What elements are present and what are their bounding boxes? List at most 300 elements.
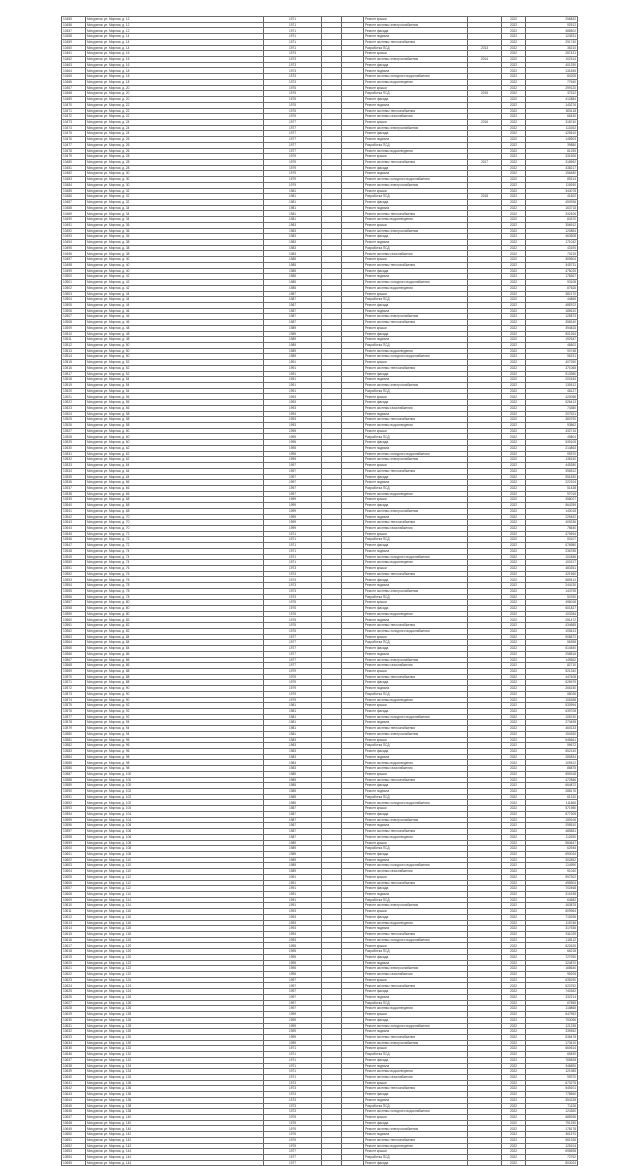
address-cell: Мичуринск ул. Мирная, д. 98 (86, 754, 264, 760)
row-id-cell: 10561 (62, 623, 86, 629)
work-type-cell: Ремонт крыши (364, 806, 468, 812)
work-type-cell: Ремонт фасада (364, 1120, 468, 1126)
cost-cell: 698598 (526, 1149, 578, 1155)
work-type-cell: Ремонт крыши (364, 874, 468, 880)
work-type-cell: Разработка ПСД (364, 342, 468, 348)
work-type-cell: Ремонт крыши (364, 85, 468, 91)
address-cell: Мичуринск ул. Мирная, д. 138 (86, 1103, 264, 1109)
plan-year-cell: 2022 (502, 1149, 526, 1155)
year-built-cell: 1975 (264, 623, 322, 629)
row-id-cell: 10576 (62, 708, 86, 714)
row-id-cell: 10481 (62, 165, 86, 171)
cost-cell: 561926 (526, 1137, 578, 1143)
address-cell: Мичуринск ул. Мирная, д. 118 (86, 937, 264, 943)
work-type-cell: Ремонт системы электроснабжения (364, 903, 468, 909)
work-type-cell: Ремонт фасада (364, 400, 468, 406)
plan-year-cell: 2022 (502, 268, 526, 274)
cost-cell: 533994 (526, 703, 578, 709)
address-cell: Мичуринск ул. Мирная, д. 96 (86, 743, 264, 749)
cost-cell: 488702 (526, 302, 578, 308)
cost-cell: 154330 (526, 731, 578, 737)
address-cell: Мичуринск ул. Мирная, д. 60 (86, 428, 264, 434)
address-cell: Мичуринск ул. Мирная, д. 122 (86, 972, 264, 978)
work-type-cell: Ремонт подвала (364, 651, 468, 657)
cost-cell: 383790 (526, 417, 578, 423)
plan-year-cell: 2022 (502, 423, 526, 429)
row-id-cell: 10596 (62, 823, 86, 829)
year-built-cell: 1989 (264, 337, 322, 343)
year-built-cell: 1973 (264, 62, 322, 68)
address-cell: Мичуринск ул. Мирная, д. 82 (86, 623, 264, 629)
plan-year-cell: 2022 (502, 977, 526, 983)
address-cell: Мичуринск ул. Мирная, д. 114 (86, 897, 264, 903)
cost-cell: 753096 (526, 1017, 578, 1023)
cost-cell: 421960 (526, 571, 578, 577)
plan-year-cell: 2022 (502, 663, 526, 669)
work-type-cell: Ремонт системы газоснабжения (364, 405, 468, 411)
work-type-cell: Разработка ПСД (364, 743, 468, 749)
year-built-cell: 1991 (264, 886, 322, 892)
year-built-cell: 1987 (264, 291, 322, 297)
work-type-cell: Ремонт подвала (364, 891, 468, 897)
work-type-cell: Ремонт крыши (364, 497, 468, 503)
plan-year-cell: 2022 (502, 949, 526, 955)
address-cell: Мичуринск ул. Мирная, д. 48 (86, 337, 264, 343)
work-type-cell: Ремонт системы теплоснабжения (364, 623, 468, 629)
plan-year-cell: 2022 (502, 920, 526, 926)
work-type-cell: Разработка ПСД (364, 434, 468, 440)
row-id-cell: 10508 (62, 320, 86, 326)
cost-cell: 244130 (526, 583, 578, 589)
year-built-cell: 1995 (264, 457, 322, 463)
row-id-cell: 10540 (62, 503, 86, 509)
year-built-cell: 1999 (264, 1023, 322, 1029)
work-type-cell: Ремонт системы теплоснабжения (364, 932, 468, 938)
year-built-cell: 1979 (264, 154, 322, 160)
plan-year-cell: 2022 (502, 514, 526, 520)
work-type-cell: Ремонт фасада (364, 200, 468, 206)
cost-cell: 690034 (526, 851, 578, 857)
row-id-cell: 10499 (62, 268, 86, 274)
work-type-cell: Ремонт фасада (364, 989, 468, 995)
year-built-cell: 1973 (264, 1109, 322, 1115)
cost-cell: 111865 (526, 800, 578, 806)
plan-year-cell: 2022 (502, 1029, 526, 1035)
plan-year-cell: 2022 (502, 714, 526, 720)
plan-year-cell: 2022 (502, 371, 526, 377)
row-id-cell: 10566 (62, 651, 86, 657)
cost-cell: 163875 (526, 903, 578, 909)
year-built-cell: 1997 (264, 1006, 322, 1012)
year-built-cell: 1975 (264, 102, 322, 108)
address-cell: Мичуринск ул. Мирная, д. 130 (86, 1034, 264, 1040)
cost-cell: 647952 (526, 1012, 578, 1018)
plan-year-cell: 2022 (502, 17, 526, 23)
row-id-cell: 10632 (62, 1029, 86, 1035)
cost-cell: 81255 (526, 148, 578, 154)
plan-year-cell: 2022 (502, 966, 526, 972)
plan-year-cell: 2022 (502, 743, 526, 749)
cost-cell: 82710 (526, 663, 578, 669)
address-cell: Мичуринск ул. Мирная, д. 30 (86, 177, 264, 183)
cost-cell: 124531 (526, 34, 578, 40)
row-id-cell: 10574 (62, 697, 86, 703)
address-cell: Мичуринск ул. Мирная, д. 40 (86, 257, 264, 263)
row-id-cell: 10651 (62, 1137, 86, 1143)
address-cell: Мичуринск ул. Мирная, д. 58 (86, 411, 264, 417)
year-built-cell: 1983 (264, 245, 322, 251)
row-id-cell: 10488 (62, 205, 86, 211)
year-built-cell: 1981 (264, 708, 322, 714)
cost-cell: 256832 (526, 17, 578, 23)
cost-cell: 178178 (526, 1126, 578, 1132)
row-id-cell: 10592 (62, 800, 86, 806)
year-built-cell: 1999 (264, 1017, 322, 1023)
plan-year-cell: 2022 (502, 222, 526, 228)
year-built-cell: 1995 (264, 943, 322, 949)
row-id-cell: 10477 (62, 142, 86, 148)
plan-year-cell: 2022 (502, 1052, 526, 1058)
work-type-cell: Ремонт системы электроснабжения (364, 1040, 468, 1046)
work-type-cell: Ремонт фасада (364, 268, 468, 274)
cost-cell: 91040 (526, 869, 578, 875)
cost-cell: 409236 (526, 520, 578, 526)
year-built-cell: 1975 (264, 1143, 322, 1149)
plan-year-cell: 2022 (502, 1137, 526, 1143)
cost-cell: 571980 (526, 806, 578, 812)
address-cell: Мичуринск ул. Мирная, д. 62 (86, 445, 264, 451)
row-id-cell: 10486 (62, 194, 86, 200)
plan-year-cell: 2022 (502, 485, 526, 491)
plan-year-cell: 2022 (502, 909, 526, 915)
plan-year-cell: 2022 (502, 588, 526, 594)
address-cell: Мичуринск ул. Мирная, д. 120 (86, 949, 264, 955)
row-id-cell: 10464 (62, 68, 86, 74)
plan-year-cell: 2022 (502, 228, 526, 234)
work-type-cell: Ремонт фасада (364, 680, 468, 686)
year-built-cell: 1971 (264, 537, 322, 543)
cost-cell: 43190 (526, 245, 578, 251)
cost-cell: 46502 (526, 342, 578, 348)
year-built-cell: 1977 (264, 657, 322, 663)
cost-cell: 163715 (526, 205, 578, 211)
year-built-cell: 1985 (264, 794, 322, 800)
plan-year-cell: 2022 (502, 594, 526, 600)
address-cell: Мичуринск ул. Мирная, д. 68 (86, 497, 264, 503)
address-cell: Мичуринск ул. Мирная, д. 80 (86, 611, 264, 617)
plan-year-cell: 2022 (502, 760, 526, 766)
plan-year-cell: 2022 (502, 1017, 526, 1023)
address-cell: Мичуринск ул. Мирная, д. 108 (86, 851, 264, 857)
row-id-cell: 10495 (62, 245, 86, 251)
address-cell: Мичуринск ул. Мирная, д. 72 (86, 531, 264, 537)
work-type-cell: Ремонт фасада (364, 577, 468, 583)
work-type-cell: Ремонт подвала (364, 102, 468, 108)
plan-year-cell: 2022 (502, 886, 526, 892)
work-type-cell: Ремонт системы водоотведения (364, 697, 468, 703)
cost-cell: 214863 (526, 445, 578, 451)
cost-cell: 84370 (526, 217, 578, 223)
year-built-cell: 1987 (264, 302, 322, 308)
work-type-cell: Ремонт фасада (364, 1017, 468, 1023)
plan-year-cell: 2022 (502, 646, 526, 652)
address-cell: Мичуринск ул. Мирная, д. 34 (86, 211, 264, 217)
address-cell: Мичуринск ул. Мирная, д. 38 (86, 240, 264, 246)
row-id-cell: 10584 (62, 754, 86, 760)
address-cell: Мичуринск ул. Мирная, д. 136 (86, 1080, 264, 1086)
plan-year-cell: 2022 (502, 428, 526, 434)
row-id-cell: 10626 (62, 994, 86, 1000)
work-type-cell: Ремонт фасада (364, 503, 468, 509)
address-cell: Мичуринск ул. Мирная, д. 100 (86, 771, 264, 777)
year-built-cell: 1979 (264, 697, 322, 703)
work-type-cell: Разработка ПСД (364, 691, 468, 697)
row-id-cell: 10506 (62, 308, 86, 314)
address-cell: Мичуринск ул. Мирная, д. 92 (86, 703, 264, 709)
row-id-cell: 10479 (62, 154, 86, 160)
address-cell: Мичуринск ул. Мирная, д. 126 (86, 994, 264, 1000)
row-id-cell: 10612 (62, 914, 86, 920)
year-built-cell: 1981 (264, 703, 322, 709)
cost-cell: 118112 (526, 937, 578, 943)
work-type-cell: Ремонт подвала (364, 480, 468, 486)
row-id-cell: 10639 (62, 1069, 86, 1075)
address-cell: Мичуринск ул. Мирная, д. 54 (86, 388, 264, 394)
row-id-cell: 10459 (62, 39, 86, 45)
row-id-cell: 10535 (62, 474, 86, 480)
address-cell: Мичуринск ул. Мирная, д. 134 (86, 1069, 264, 1075)
row-id-cell: 10483 (62, 177, 86, 183)
row-id-cell: 10484 (62, 182, 86, 188)
work-type-cell: Ремонт подвала (364, 823, 468, 829)
work-type-cell: Ремонт крыши (364, 257, 468, 263)
cost-cell: 305118 (526, 108, 578, 114)
plan-year-cell: 2022 (502, 497, 526, 503)
plan-year-cell: 2022 (502, 611, 526, 617)
work-type-cell: Ремонт системы водоотведения (364, 760, 468, 766)
cost-cell: 287431 (526, 51, 578, 57)
address-cell: Мичуринск ул. Мирная, д. 46 (86, 308, 264, 314)
work-type-cell: Ремонт системы газоснабжения (364, 114, 468, 120)
year-built-cell: 1985 (264, 789, 322, 795)
work-type-cell: Ремонт подвала (364, 1132, 468, 1138)
row-id-cell: 10640 (62, 1074, 86, 1080)
address-cell: Мичуринск ул. Мирная, д. 120 (86, 943, 264, 949)
work-type-cell: Ремонт крыши (364, 325, 468, 331)
row-id-cell: 10625 (62, 989, 86, 995)
row-id-cell: 10623 (62, 977, 86, 983)
plan-year-cell: 2022 (502, 1023, 526, 1029)
address-cell: Мичуринск ул. Мирная, д. 102 (86, 789, 264, 795)
work-type-cell: Ремонт системы водоотведения (364, 834, 468, 840)
work-type-cell: Ремонт фасада (364, 62, 468, 68)
address-cell: Мичуринск ул. Мирная, д. 142 (86, 1132, 264, 1138)
cost-cell: 84205 (526, 74, 578, 80)
row-id-cell: 10482 (62, 171, 86, 177)
work-type-cell: Ремонт системы электроснабжения (364, 457, 468, 463)
address-cell: Мичуринск ул. Мирная, д. 116 (86, 909, 264, 915)
address-cell: Мичуринск ул. Мирная, д. 106 (86, 834, 264, 840)
cost-cell: 539105 (526, 440, 578, 446)
address-cell: Мичуринск ул. Мирная, д. 88 (86, 668, 264, 674)
cost-cell: 144795 (526, 588, 578, 594)
cost-cell: 159106 (526, 817, 578, 823)
row-id-cell: 10603 (62, 863, 86, 869)
cost-cell: 727930 (526, 954, 578, 960)
year-built-cell: 1999 (264, 497, 322, 503)
plan-year-cell: 2022 (502, 1012, 526, 1018)
cost-cell: 156480 (526, 171, 578, 177)
address-cell: Мичуринск ул. Мирная, д. 86 (86, 657, 264, 663)
work-type-cell: Ремонт системы теплоснабжения (364, 829, 468, 835)
year-built-cell: 1997 (264, 480, 322, 486)
address-cell: Мичуринск ул. Мирная, д. 88 (86, 680, 264, 686)
address-cell: Мичуринск ул. Мирная, д. 66 (86, 491, 264, 497)
cost-cell: 109512 (526, 760, 578, 766)
plan-year-cell: 2022 (502, 766, 526, 772)
row-id-cell: 10633 (62, 1034, 86, 1040)
work-type-cell: Ремонт фасада (364, 1160, 468, 1166)
cost-cell: 546661 (526, 737, 578, 743)
cost-cell: 369604 (526, 257, 578, 263)
year-built-cell: 1997 (264, 491, 322, 497)
row-id-cell: 10465 (62, 74, 86, 80)
row-id-cell: 10543 (62, 520, 86, 526)
plan-year-cell: 2022 (502, 583, 526, 589)
cost-cell: 394815 (526, 325, 578, 331)
address-cell: Мичуринск ул. Мирная, д. 74 (86, 548, 264, 554)
address-cell: Мичуринск ул. Мирная, д. 100 (86, 777, 264, 783)
cost-cell: 71126 (526, 1103, 578, 1109)
address-cell: Мичуринск ул. Мирная, д. 22 (86, 108, 264, 114)
year-built-cell: 1973 (264, 577, 322, 583)
cost-cell: 664872 (526, 783, 578, 789)
year-built-cell: 1999 (264, 1034, 322, 1040)
row-id-cell: 10615 (62, 932, 86, 938)
address-cell: Мичуринск ул. Мирная, д. 58 (86, 417, 264, 423)
plan-year-cell: 2022 (502, 543, 526, 549)
row-id-cell: 10560 (62, 617, 86, 623)
plan-year-cell: 2022 (502, 119, 526, 125)
year-built-cell: 1979 (264, 171, 322, 177)
row-id-cell: 10475 (62, 131, 86, 137)
address-cell: Мичуринск ул. Мирная, д. 132 (86, 1052, 264, 1058)
cost-cell: 331506 (526, 154, 578, 160)
year-built-cell: 1983 (264, 749, 322, 755)
cost-cell: 173410 (526, 1040, 578, 1046)
plan-year-cell: 2022 (502, 577, 526, 583)
address-cell: Мичуринск ул. Мирная, д. 76 (86, 571, 264, 577)
year-built-cell: 1993 (264, 417, 322, 423)
year-built-cell: 1981 (264, 200, 322, 206)
year-built-cell: 1973 (264, 74, 322, 80)
row-id-cell: 10597 (62, 829, 86, 835)
cost-cell: 526413 (526, 400, 578, 406)
address-cell: Мичуринск ул. Мирная, д. 118 (86, 932, 264, 938)
row-id-cell: 10556 (62, 594, 86, 600)
row-id-cell: 10563 (62, 634, 86, 640)
work-type-cell: Ремонт системы холодного водоснабжения (364, 354, 468, 360)
year-built-cell: 1993 (264, 394, 322, 400)
address-cell: Мичуринск ул. Мирная, д. 112 (86, 880, 264, 886)
cost-cell: 62945 (526, 846, 578, 852)
row-id-cell: 10510 (62, 331, 86, 337)
plan-year-cell: 2022 (502, 777, 526, 783)
year-built-cell: 1985 (264, 285, 322, 291)
work-type-cell: Ремонт подвала (364, 337, 468, 343)
work-type-cell: Ремонт системы теплоснабжения (364, 468, 468, 474)
address-cell: Мичуринск ул. Мирная, д. 90 (86, 691, 264, 697)
cost-cell: 523752 (526, 983, 578, 989)
work-type-cell: Ремонт фасада (364, 440, 468, 446)
address-cell: Мичуринск ул. Мирная, д. 104 (86, 817, 264, 823)
plan-year-cell: 2022 (502, 394, 526, 400)
cost-cell: 148903 (526, 137, 578, 143)
year-built-cell: 1987 (264, 320, 322, 326)
cost-cell: 39880 (526, 142, 578, 148)
address-cell: Мичуринск ул. Мирная, д. 84 (86, 646, 264, 652)
work-type-cell: Ремонт фасада (364, 646, 468, 652)
address-cell: Мичуринск ул. Мирная, д. 138 (86, 1097, 264, 1103)
address-cell: Мичуринск ул. Мирная, д. 64 (86, 468, 264, 474)
cost-cell: 120884 (526, 228, 578, 234)
row-id-cell: 10512 (62, 342, 86, 348)
address-cell: Мичуринск ул. Мирная, д. 16 (86, 62, 264, 68)
year-built-cell: 1995 (264, 949, 322, 955)
row-id-cell: 10550 (62, 560, 86, 566)
cost-cell: 48127 (526, 388, 578, 394)
work-type-cell: Ремонт крыши (364, 600, 468, 606)
year-built-cell: 1981 (264, 188, 322, 194)
row-id-cell: 10573 (62, 691, 86, 697)
plan-year-cell: 2022 (502, 108, 526, 114)
cost-cell: 130512 (526, 383, 578, 389)
row-id-cell: 10589 (62, 783, 86, 789)
address-cell: Мичуринск ул. Мирная, д. 28 (86, 165, 264, 171)
row-id-cell: 10461 (62, 51, 86, 57)
plan-year-cell: 2022 (502, 686, 526, 692)
plan-year-cell: 2022 (502, 771, 526, 777)
row-id-cell: 10594 (62, 811, 86, 817)
work-type-cell: Ремонт крыши (364, 394, 468, 400)
plan-year-cell: 2022 (502, 314, 526, 320)
row-id-cell: 10478 (62, 148, 86, 154)
address-cell: Мичуринск ул. Мирная, д. 64 (86, 474, 264, 480)
year-built-cell: 1983 (264, 760, 322, 766)
plan-year-cell: 2022 (502, 1063, 526, 1069)
plan-year-cell: 2022 (502, 114, 526, 120)
table-row (62, 1160, 578, 1166)
year-built-cell: 1999 (264, 1029, 322, 1035)
plan-year-cell: 2022 (502, 280, 526, 286)
work-type-cell: Ремонт фасада (364, 954, 468, 960)
work-type-cell: Разработка ПСД (364, 388, 468, 394)
cost-cell: 652140 (526, 749, 578, 755)
work-type-cell: Ремонт системы теплоснабжения (364, 726, 468, 732)
row-id-cell: 10624 (62, 983, 86, 989)
year-built-cell: 1977 (264, 125, 322, 131)
year-built-cell: 1989 (264, 325, 322, 331)
cost-cell: 171042 (526, 240, 578, 246)
mark-year-cell: 2015 (468, 91, 502, 97)
cost-cell: 463508 (526, 234, 578, 240)
work-type-cell: Разработка ПСД (364, 91, 468, 97)
cost-cell: 324870 (526, 960, 578, 966)
cost-cell: 508672 (526, 634, 578, 640)
cost-cell: 299120 (526, 85, 578, 91)
cost-cell: 354228 (526, 1097, 578, 1103)
work-type-cell: Ремонт системы холодного водоснабжения (364, 74, 468, 80)
